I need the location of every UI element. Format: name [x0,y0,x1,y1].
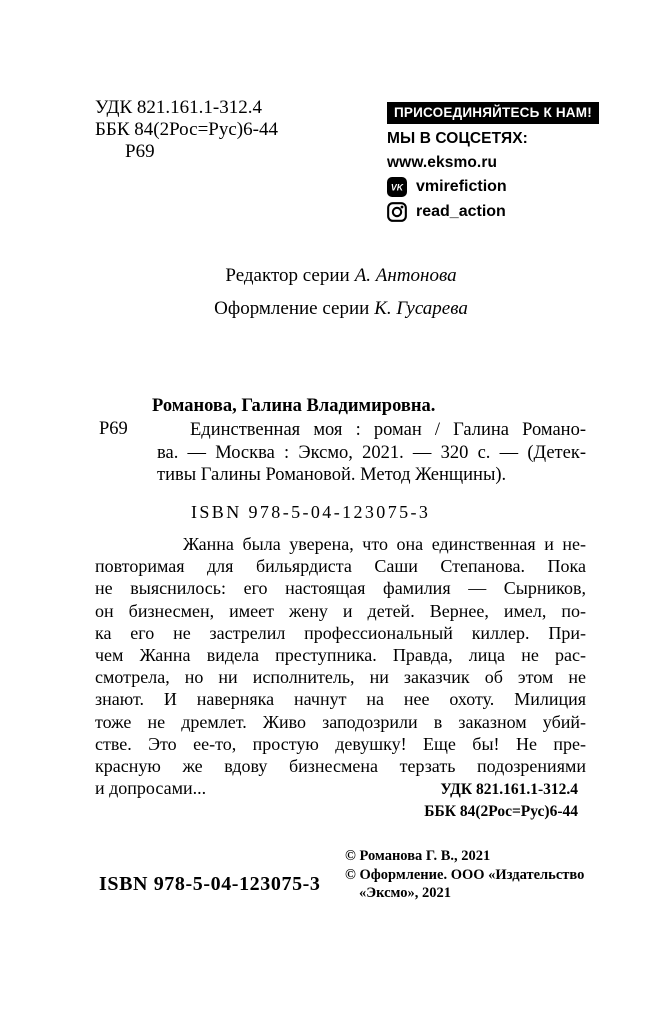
bbk-code-bottom: ББК 84(2Рос=Рус)6-44 [424,803,578,820]
instagram-row [387,202,602,222]
series-credits [95,264,587,330]
series-editor-name: А. Антонова [354,265,457,286]
biblio-description [157,419,586,487]
series-designer-label: Оформление серии [214,298,370,319]
annotation-line: не выяснилось: его настоящая фамилия — Сырников, [95,578,586,599]
copyright-publisher: © Оформление. ООО «Издательство [345,866,585,883]
biblio-line: Единственная моя : роман / Галина Романо- [190,420,586,440]
series-designer-line [95,297,587,320]
annotation-line: стве. Это ее-то, простую девушку! Еще бы! Не пре- [95,733,586,754]
catalog-codes-bottom [330,779,578,823]
annotation-line: и допросами... [95,778,207,799]
annotation-line: повторимая для бильярдиста Саши Степанова. Пока [95,556,586,577]
isbn-record: ISBN 978-5-04-123075-3 [191,502,431,522]
series-editor-line [95,264,587,287]
publisher-website: www.eksmo.ru [387,154,498,171]
biblio-author-sign: Р69 [99,419,128,439]
annotation-line: чем Жанна видела преступника. Правда, лица не рас- [95,645,586,666]
annotation-line: красную же вдову бизнесмена терзать подозрениями [95,756,586,777]
biblio-line: тивы Галины Романовой. Метод Женщины). [157,465,507,486]
annotation-line: он бизнесмен, имеет жену и детей. Вернее, имел, по- [95,600,586,621]
catalog-codes-top [95,97,278,162]
vk-icon [387,177,407,197]
join-us-banner: ПРИСОЕДИНЯЙТЕСЬ К НАМ! [387,102,599,124]
social-block [387,102,602,222]
bbk-code: ББК 84(2Рос=Рус)6-44 [95,118,278,140]
annotation-line: знают. И наверняка начнут на нее охоту. Милиция [95,689,586,710]
biblio-author: Романова, Галина Владимировна. [152,396,436,416]
vk-handle: vmirefiction [416,178,507,195]
annotation-line: Жанна была уверена, что она единственная и не- [183,534,586,554]
copyright-author: © Романова Г. В., 2021 [345,848,491,864]
series-designer-name: К. Гусарева [374,298,468,319]
copyright-block [345,847,605,903]
instagram-icon [387,202,407,222]
instagram-handle: read_action [416,203,506,220]
udk-code-bottom: УДК 821.161.1-312.4 [440,781,578,798]
social-subtitle: МЫ В СОЦСЕТЯХ: [387,130,528,147]
udk-code: УДК 821.161.1-312.4 [95,97,262,118]
annotation-line: тоже не дремлет. Живо заподозрили в заказном убий- [95,711,586,732]
biblio-line: ва. — Москва : Эксмо, 2021. — 320 с. — (Детек- [157,442,586,463]
annotation-line: смотрела, но ни исполнитель, ни заказчик об этом не [95,667,586,688]
isbn-footer: ISBN 978-5-04-123075-3 [99,873,321,895]
vk-row [387,177,602,197]
svg-text:VK: VK [390,182,404,193]
series-editor-label: Редактор серии [225,265,350,286]
copyright-publisher-cont: «Эксмо», 2021 [359,885,451,902]
annotation-line: ка его не застрелил профессиональный киллер. При- [95,622,586,643]
author-sign-code: Р69 [125,140,155,162]
annotation-paragraph [95,533,586,799]
